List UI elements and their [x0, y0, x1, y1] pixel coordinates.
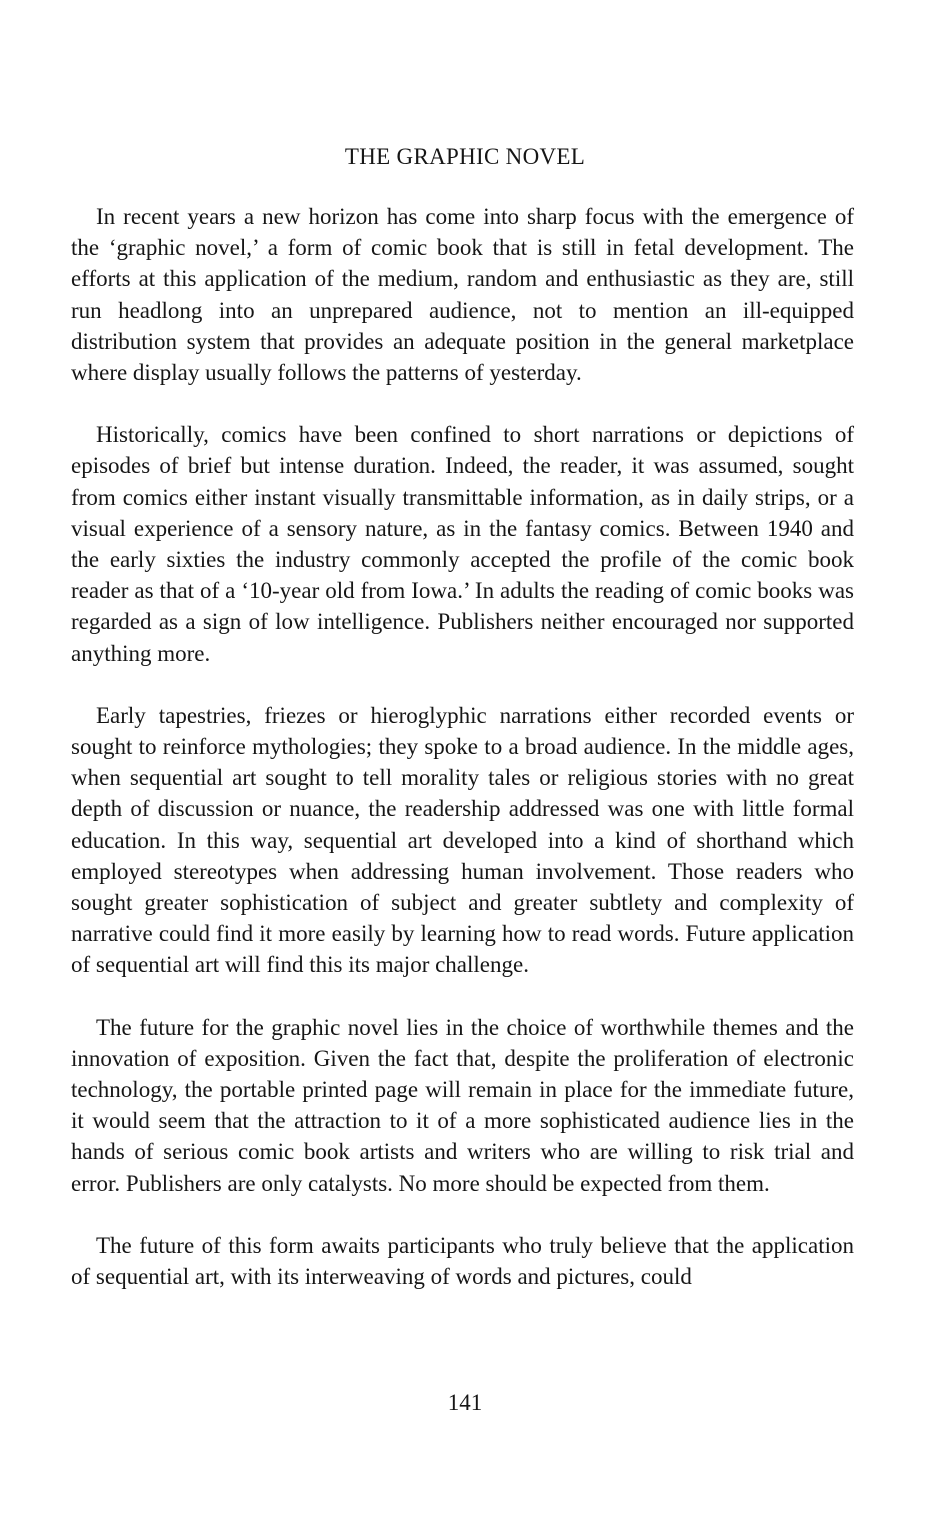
- paragraph-3: Early tapestries, friezes or hieroglyphic narrations either recorded events or sought to reinforce mythologies; they spoke to a broad audience. In the middle ages, when sequential art sought to tell morality tales or religious stories with no great depth of discussion or nuance, the readership addressed was one with little formal education. In this way, sequential art developed into a kind of shorthand which employed stereotypes when addressing human involvement. Those readers who sought greater sophistication of subject and greater subtlety and complexity of narrative could find it more easily by learning how to read words. Future application of sequential art will find this its major challenge.: [71, 702, 854, 978]
- page-number: 141: [447, 1390, 483, 1415]
- paragraph-1: In recent years a new horizon has come into sharp focus with the emergence of the ‘graphic novel,’ a form of comic book that is still in fetal development. The efforts at this application of the medium, random and enthusiastic as they are, still run headlong into an unprepared audience, not to mention an ill-equipped distribution system that provides an adequate position in the general marketplace where display usually follows the patterns of yesterday.: [71, 204, 854, 386]
- chapter-title: THE GRAPHIC NOVEL: [344, 144, 586, 169]
- paragraph-5: The future of this form awaits participants who truly believe that the application of sequential art, with its interweaving of words and pictures, could: [71, 1232, 854, 1290]
- paragraph-2: Historically, comics have been confined to short narrations or depictions of episodes of brief but intense duration. Indeed, the reader, it was assumed, sought from comics either instant visually transmittable information, as in daily strips, or a visual experience of a sensory nature, as in the fantasy comics. Between 1940 and the early sixties the industry commonly accepted the profile of the comic book reader as that of a ‘10-year old from Iowa.’ In adults the reading of comic books was regarded as a sign of low intelligence. Publishers neither encouraged nor supported anything more.: [71, 422, 854, 666]
- body-text: [71, 201, 854, 1292]
- paragraph-4: The future for the graphic novel lies in the choice of worthwhile themes and the innovation of exposition. Given the fact that, despite the proliferation of electronic technology, the portable printed page will remain in place for the immediate future, it would seem that the attraction to it of a more sophisticated audience lies in the hands of serious comic book artists and writers who are willing to risk trial and error. Publishers are only catalysts. No more should be expected from them.: [71, 1014, 854, 1196]
